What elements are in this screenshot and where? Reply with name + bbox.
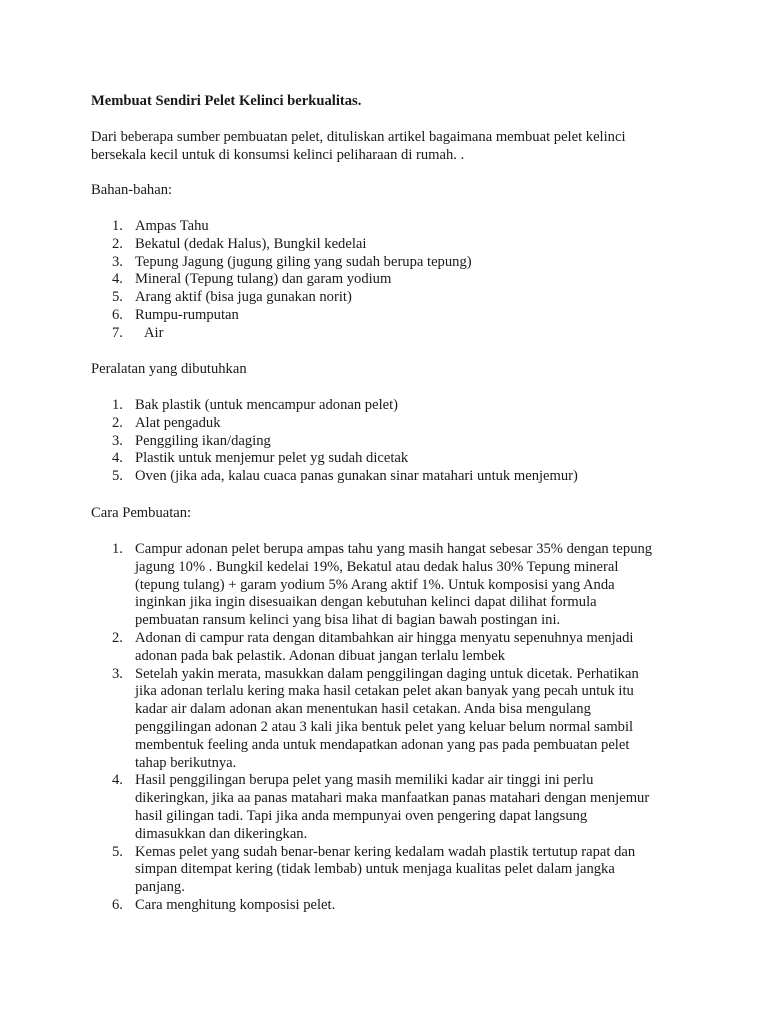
text-line: jika adonan terlalu kering maka hasil cetakan pelet akan banyak yang pecah untuk itu bbox=[135, 683, 634, 700]
text-line: pembuatan ransum kelinci yang bisa lihat di bagian bawah postingan ini. bbox=[135, 612, 561, 629]
list-text: Arang aktif (bisa juga gunakan norit) bbox=[135, 289, 352, 306]
list-number: 4. bbox=[112, 772, 123, 789]
list-number: 5. bbox=[112, 468, 123, 485]
list-item bbox=[91, 541, 691, 630]
list-item bbox=[91, 897, 691, 915]
list-item bbox=[91, 254, 691, 272]
list-number: 2. bbox=[112, 235, 123, 252]
text-line: Adonan di campur rata dengan ditambahkan air hingga menyatu sepenuhnya menjadi bbox=[135, 629, 634, 646]
intro-paragraph bbox=[91, 129, 691, 165]
text-line: Cara menghitung komposisi pelet. bbox=[135, 896, 336, 913]
list-item bbox=[91, 772, 691, 843]
text-line: tahap berikutnya. bbox=[135, 754, 237, 771]
list-item bbox=[91, 468, 691, 486]
list-text: Alat pengaduk bbox=[135, 414, 221, 431]
list-item bbox=[91, 450, 691, 468]
list-item bbox=[91, 218, 691, 236]
bahan-heading: Bahan-bahan: bbox=[91, 182, 173, 198]
text-line: Setelah yakin merata, masukkan dalam penggilingan daging untuk dicetak. Perhatikan bbox=[135, 665, 639, 682]
list-text bbox=[135, 844, 675, 897]
list-item bbox=[91, 271, 691, 289]
text-line: jagung 10% . Bungkil kedelai 19%, Bekatul atau dedak halus 30% Tepung mineral bbox=[135, 558, 619, 575]
list-item bbox=[91, 630, 691, 666]
list-text: Oven (jika ada, kalau cuaca panas gunakan sinar matahari untuk menjemur) bbox=[135, 468, 578, 485]
list-text: Tepung Jagung (jugung giling yang sudah berupa tepung) bbox=[135, 253, 472, 270]
list-text bbox=[135, 772, 675, 843]
list-number: 4. bbox=[112, 271, 123, 288]
list-number: 6. bbox=[112, 896, 123, 913]
intro-line: bersekala kecil untuk di konsumsi kelinci peliharaan di rumah. . bbox=[91, 146, 465, 163]
text-line: simpan ditempat kering (tidak lembab) untuk menjaga kualitas pelet dalam jangka bbox=[135, 861, 615, 878]
list-number: 1. bbox=[112, 541, 123, 557]
list-item bbox=[91, 666, 691, 773]
text-line: Kemas pelet yang sudah benar-benar kering kedalam wadah plastik tertutup rapat dan bbox=[135, 843, 636, 860]
text-line: Campur adonan pelet berupa ampas tahu yang masih hangat sebesar 35% dengan tepung bbox=[135, 541, 653, 557]
list-number: 3. bbox=[112, 253, 123, 270]
list-item bbox=[91, 844, 691, 897]
list-number: 1. bbox=[112, 218, 123, 234]
cara-heading: Cara Pembuatan: bbox=[91, 505, 192, 521]
list-number: 2. bbox=[112, 629, 123, 646]
list-item bbox=[91, 289, 691, 307]
list-text bbox=[135, 541, 675, 630]
text-line: dikeringkan, jika aa panas matahari maka manfaatkan panas matahari dengan menjemur bbox=[135, 790, 650, 807]
text-line: penggilingan adonan 2 atau 3 kali jika bentuk pelet yang keluar belum normal sambil bbox=[135, 718, 634, 735]
list-number: 3. bbox=[112, 432, 123, 449]
list-item bbox=[91, 236, 691, 254]
list-item bbox=[91, 325, 691, 343]
cara-list bbox=[91, 541, 691, 915]
bahan-list bbox=[91, 218, 691, 343]
text-line: adonan pada bak pelastik. Adonan dibuat jangan terlalu lembek bbox=[135, 647, 505, 664]
text-line: Hasil penggilingan berupa pelet yang masih memiliki kadar air tinggi ini perlu bbox=[135, 772, 594, 789]
list-number: 2. bbox=[112, 414, 123, 431]
list-number: 3. bbox=[112, 665, 123, 682]
list-number: 1. bbox=[112, 397, 123, 413]
list-text bbox=[135, 897, 675, 915]
text-line: membentuk feeling anda untuk mendapatkan adonan yang pas pada pembuatan pelet bbox=[135, 736, 630, 753]
text-line: (tepung tulang) + garam yodium 5% Arang aktif 1%. Untuk komposisi yang Anda bbox=[135, 576, 615, 593]
list-text: Rumpu-rumputan bbox=[135, 306, 239, 323]
list-text: Bak plastik (untuk mencampur adonan pelet) bbox=[135, 397, 399, 413]
peralatan-list bbox=[91, 397, 691, 486]
peralatan-heading: Peralatan yang dibutuhkan bbox=[91, 361, 247, 377]
document-title: Membuat Sendiri Pelet Kelinci berkualitas. bbox=[91, 93, 362, 109]
text-line: kadar air dalam adonan akan menentukan hasil cetakan. Anda bisa mengulang bbox=[135, 701, 591, 718]
text-line: inginkan jika ingin disesuaikan dengan kebutuhan kelinci dapat dilihat formula bbox=[135, 594, 597, 611]
list-number: 5. bbox=[112, 843, 123, 860]
list-text bbox=[135, 666, 675, 773]
list-item bbox=[91, 307, 691, 325]
list-item bbox=[91, 433, 691, 451]
list-number: 5. bbox=[112, 289, 123, 306]
list-text: Penggiling ikan/daging bbox=[135, 432, 271, 449]
list-text: Plastik untuk menjemur pelet yg sudah dicetak bbox=[135, 450, 409, 467]
list-text: Air bbox=[144, 324, 164, 341]
list-text: Bekatul (dedak Halus), Bungkil kedelai bbox=[135, 235, 367, 252]
list-text bbox=[135, 630, 675, 666]
list-text: Mineral (Tepung tulang) dan garam yodium bbox=[135, 271, 392, 288]
list-text: Ampas Tahu bbox=[135, 218, 209, 234]
list-item bbox=[91, 397, 691, 415]
intro-line: Dari beberapa sumber pembuatan pelet, dituliskan artikel bagaimana membuat pelet kelinci bbox=[91, 129, 626, 145]
list-number: 4. bbox=[112, 450, 123, 467]
text-line: hasil gilingan tadi. Tapi jika anda mempunyai oven pengering dapat langsung bbox=[135, 807, 588, 824]
list-item bbox=[91, 415, 691, 433]
list-number: 6. bbox=[112, 306, 123, 323]
list-number: 7. bbox=[112, 324, 123, 341]
text-line: panjang. bbox=[135, 879, 185, 896]
text-line: dimasukkan dan dikeringkan. bbox=[135, 825, 308, 842]
